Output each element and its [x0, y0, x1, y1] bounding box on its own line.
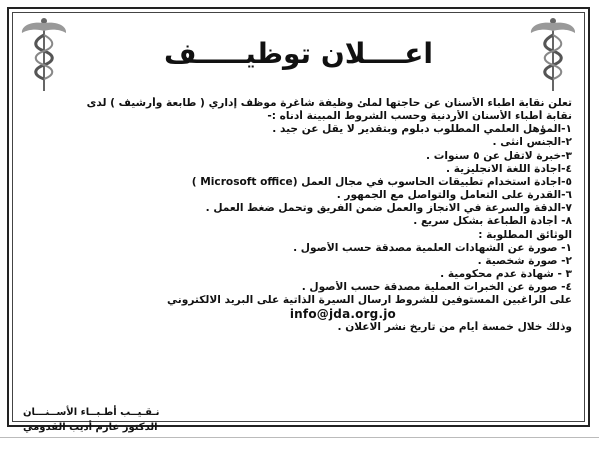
page-divider — [0, 437, 599, 438]
intro-line-1: تعلن نقابة اطباء الأسنان عن حاجتها لملئ وظيفة شاغرة موظف إداري ( طابعة وأرشيف ) لدى — [86, 97, 572, 109]
document-2: ٢- صورة شخصية . — [477, 254, 572, 267]
requirement-8: ٨- أجادة الطباعة بشكل سريع . — [413, 215, 572, 228]
intro-line-2: نقابة أطباء الأسنان الأردنية وحسب الشروط المبينة أدناه :- — [267, 110, 572, 123]
requirement-3: ٣-خبرة لاتقل عن ٥ سنوات . — [426, 149, 572, 162]
document-3: ٣ - شهادة عدم محكومية . — [440, 268, 572, 281]
documents-heading: الوثائق المطلوبة : — [478, 228, 572, 241]
deadline-line: وذلك خلال خمسة أيام من تاريخ نشر الاعلان . — [337, 320, 572, 333]
signature-name: الدكتور عازم أديب القدومي — [23, 422, 158, 433]
requirement-5: ٥-اجادة استخدام تطبيقات الحاسوب في مجال العمل (Microsoft office ) — [191, 175, 572, 188]
ad-body — [23, 97, 572, 334]
requirement-7: ٧-الدقة والسرعة في الانجاز والعمل ضمن الفريق وتحمل ضغط العمل . — [205, 202, 572, 215]
requirement-4: ٤-اجادة اللغة الانجليزية . — [445, 162, 572, 175]
ad-title: اعــــلان توظيـــــف — [164, 37, 433, 70]
contact-email-link[interactable]: info@jda.org.jo — [289, 307, 396, 321]
document-1: ١- صورة عن الشهادات العلمية مصدقة حسب الأصول . — [293, 241, 572, 254]
job-ad-frame — [7, 7, 590, 433]
apply-instruction: على الراغبين المستوفين للشروط ارسال السيرة الذاتية على البريد الالكتروني — [167, 294, 572, 307]
document-4: ٤- صورة عن الخبرات العملية مصدقة حسب الأصول . — [301, 281, 572, 294]
requirement-1: ١-المؤهل العلمي المطلوب دبلوم وبتقدير لا يقل عن جيد . — [272, 123, 572, 136]
requirement-6: ٦-القدرة على التعامل والتواصل مع الجمهور . — [336, 189, 572, 202]
signature-title: نـقـيــب أطـبــاء الأســنـــان — [23, 407, 160, 418]
signature-block — [23, 405, 159, 435]
requirement-2: ٢-الجنس انثى . — [492, 136, 572, 149]
